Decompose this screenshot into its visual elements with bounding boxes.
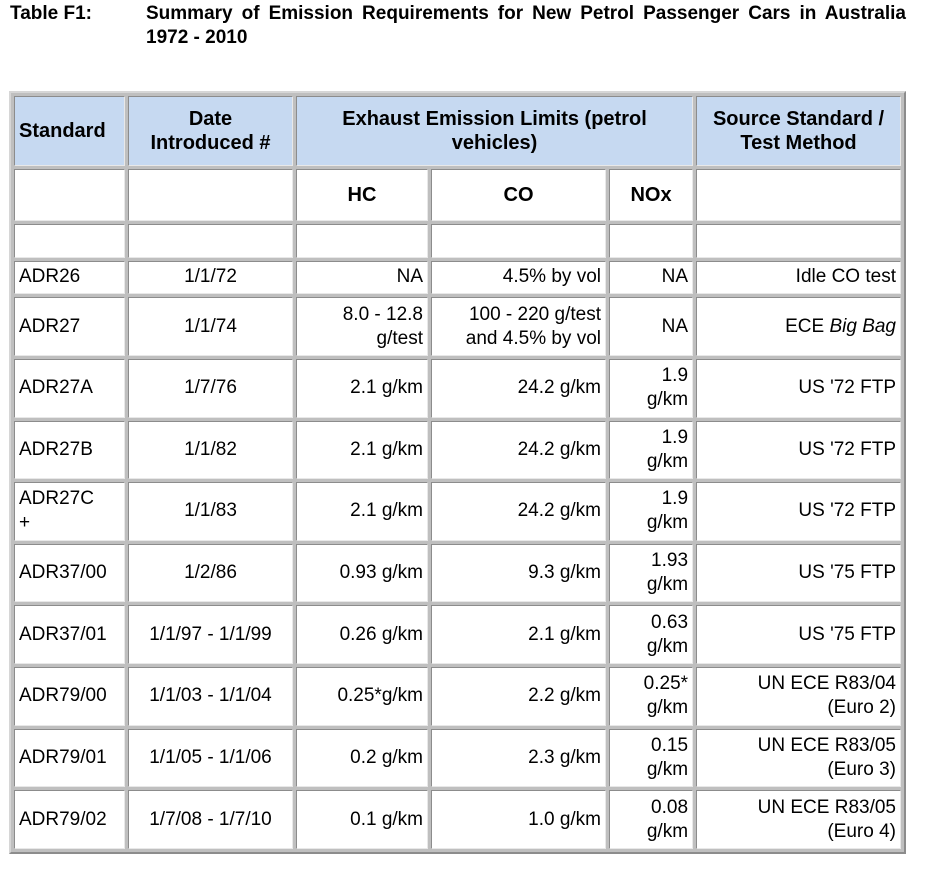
cell-date-introduced: 1/1/05 - 1/1/06 — [128, 729, 293, 788]
source-line: US '75 FTP — [798, 562, 896, 584]
nox-line: 0.25* — [643, 673, 689, 695]
subheader-empty-date — [128, 169, 293, 221]
cell-hc — [296, 482, 428, 541]
nox-line: 0.15 — [651, 734, 689, 756]
table-row — [14, 359, 901, 418]
cell-source-standard — [696, 482, 901, 541]
standard-line: ADR79/02 — [19, 808, 107, 830]
header-date-line2: Introduced # — [150, 131, 271, 154]
co-line: and 4.5% by vol — [465, 327, 601, 349]
cell-hc — [296, 261, 428, 295]
cell-co — [431, 421, 606, 480]
header-date-line1: Date — [188, 107, 233, 130]
cell-standard — [14, 421, 125, 480]
table-row — [14, 790, 901, 849]
table-row — [14, 421, 901, 480]
cell-source-standard — [696, 544, 901, 603]
cell-nox — [609, 297, 693, 356]
cell-nox — [609, 482, 693, 541]
standard-line: ADR79/01 — [19, 746, 107, 768]
header-standard-label: Standard — [19, 119, 106, 142]
emission-requirements-table — [11, 93, 904, 852]
header-standard — [14, 96, 125, 166]
cell-hc — [296, 297, 428, 356]
cell-hc — [296, 421, 428, 480]
header-row — [14, 96, 901, 166]
cell-nox — [609, 729, 693, 788]
cell-hc — [296, 729, 428, 788]
hc-line: 2.1 g/km — [350, 377, 423, 399]
nox-line: g/km — [646, 512, 689, 534]
cell-co — [431, 359, 606, 418]
cell-source-standard — [696, 667, 901, 726]
cell-date-introduced: 1/2/86 — [128, 544, 293, 603]
co-line: 2.1 g/km — [528, 623, 601, 645]
cell-source-standard — [696, 297, 901, 356]
cell-hc — [296, 667, 428, 726]
hc-line: 0.25*g/km — [337, 685, 423, 707]
nox-line: 0.08 — [651, 796, 689, 818]
cell-nox — [609, 261, 693, 295]
cell-nox — [609, 544, 693, 603]
source-line: Idle CO test — [795, 266, 896, 288]
cell-hc — [296, 605, 428, 664]
cell-nox — [609, 667, 693, 726]
co-line: 2.2 g/km — [528, 685, 601, 707]
table-row — [14, 482, 901, 541]
table-row — [14, 667, 901, 726]
spacer-cell — [696, 224, 901, 258]
standard-line: ADR27A — [19, 377, 93, 399]
cell-date-introduced: 1/1/82 — [128, 421, 293, 480]
cell-standard — [14, 544, 125, 603]
cell-date-introduced: 1/7/08 - 1/7/10 — [128, 790, 293, 849]
source-line: US '72 FTP — [798, 438, 896, 460]
co-line: 100 - 220 g/test — [468, 303, 601, 325]
nox-line: g/km — [646, 758, 689, 780]
table-row — [14, 544, 901, 603]
nox-line: g/km — [646, 697, 689, 719]
source-line: UN ECE R83/04 — [757, 673, 896, 695]
table-row — [14, 297, 901, 356]
source-line: UN ECE R83/05 — [757, 796, 896, 818]
subheader-co: CO — [431, 169, 606, 221]
nox-line: 1.9 — [661, 365, 689, 387]
spacer-row — [14, 224, 901, 258]
nox-line: NA — [661, 315, 689, 337]
spacer-cell — [128, 224, 293, 258]
cell-co — [431, 729, 606, 788]
co-line: 9.3 g/km — [528, 562, 601, 584]
standard-line: ADR79/00 — [19, 685, 107, 707]
cell-co — [431, 482, 606, 541]
spacer-cell — [431, 224, 606, 258]
source-line: US '72 FTP — [798, 377, 896, 399]
cell-nox — [609, 790, 693, 849]
hc-line: 0.2 g/km — [350, 746, 423, 768]
source-line: (Euro 4) — [827, 820, 896, 842]
nox-line: 1.93 — [651, 550, 689, 572]
cell-co — [431, 544, 606, 603]
nox-line: g/km — [646, 635, 689, 657]
cell-standard — [14, 482, 125, 541]
cell-standard — [14, 729, 125, 788]
cell-co — [431, 297, 606, 356]
hc-line: 0.26 g/km — [339, 623, 423, 645]
co-line: 24.2 g/km — [517, 500, 601, 522]
hc-line: 2.1 g/km — [350, 500, 423, 522]
table-row — [14, 261, 901, 295]
cell-standard — [14, 297, 125, 356]
standard-line: ADR37/00 — [19, 562, 107, 584]
table-row — [14, 729, 901, 788]
cell-standard — [14, 359, 125, 418]
hc-line: 0.93 g/km — [339, 562, 423, 584]
cell-date-introduced: 1/1/97 - 1/1/99 — [128, 605, 293, 664]
nox-line: g/km — [646, 820, 689, 842]
source-line: UN ECE R83/05 — [757, 734, 896, 756]
cell-co — [431, 667, 606, 726]
co-line: 24.2 g/km — [517, 438, 601, 460]
cell-co — [431, 261, 606, 295]
cell-date-introduced: 1/7/76 — [128, 359, 293, 418]
header-date-introduced — [128, 96, 293, 166]
co-line: 1.0 g/km — [528, 808, 601, 830]
cell-date-introduced: 1/1/74 — [128, 297, 293, 356]
nox-line: g/km — [646, 450, 689, 472]
cell-co — [431, 605, 606, 664]
header-source-standard — [696, 96, 901, 166]
table-number: Table F1: — [10, 3, 92, 24]
emission-table-frame — [9, 91, 906, 854]
standard-line: ADR26 — [19, 266, 81, 288]
table-title: Summary of Emission Requirements for New Petrol Passenger Cars in Australia 1972 - 2010 — [146, 3, 906, 48]
cell-standard — [14, 261, 125, 295]
cell-source-standard — [696, 421, 901, 480]
nox-line: 1.9 — [661, 426, 689, 448]
hc-line: NA — [396, 266, 423, 288]
hc-line: 8.0 - 12.8 — [342, 303, 423, 325]
header-limits-line1: Exhaust Emission Limits (petrol — [342, 107, 647, 130]
nox-line: 1.9 — [661, 488, 689, 510]
nox-line: NA — [661, 266, 689, 288]
standard-line: ADR37/01 — [19, 623, 107, 645]
spacer-cell — [14, 224, 125, 258]
source-line: US '75 FTP — [798, 623, 896, 645]
hc-line: g/test — [376, 327, 423, 349]
cell-standard — [14, 667, 125, 726]
standard-line: + — [19, 512, 31, 534]
header-source-line1: Source Standard / — [712, 107, 885, 130]
cell-date-introduced: 1/1/03 - 1/1/04 — [128, 667, 293, 726]
source-italic: Big Bag — [829, 315, 896, 337]
standard-line: ADR27 — [19, 315, 81, 337]
standard-line: ADR27B — [19, 438, 93, 460]
subheader-empty-standard — [14, 169, 125, 221]
cell-standard — [14, 790, 125, 849]
subheader-hc: HC — [296, 169, 428, 221]
source-line: US '72 FTP — [798, 500, 896, 522]
cell-hc — [296, 359, 428, 418]
cell-hc — [296, 790, 428, 849]
co-line: 2.3 g/km — [528, 746, 601, 768]
header-exhaust-limits — [296, 96, 693, 166]
source-line: (Euro 2) — [827, 697, 896, 719]
nox-line: g/km — [646, 574, 689, 596]
hc-line: 0.1 g/km — [350, 808, 423, 830]
subheader-empty-source — [696, 169, 901, 221]
cell-source-standard — [696, 790, 901, 849]
co-line: 4.5% by vol — [502, 266, 601, 288]
cell-source-standard — [696, 261, 901, 295]
spacer-cell — [296, 224, 428, 258]
table-row — [14, 605, 901, 664]
cell-source-standard — [696, 729, 901, 788]
header-limits-line2: vehicles) — [451, 131, 538, 154]
cell-source-standard — [696, 605, 901, 664]
nox-line: 0.63 — [651, 611, 689, 633]
co-line: 24.2 g/km — [517, 377, 601, 399]
source-line: (Euro 3) — [827, 758, 896, 780]
subheader-nox: NOx — [609, 169, 693, 221]
cell-standard — [14, 605, 125, 664]
header-source-line2: Test Method — [740, 131, 857, 154]
cell-nox — [609, 421, 693, 480]
cell-date-introduced: 1/1/72 — [128, 261, 293, 295]
source-prefix: ECE — [785, 315, 830, 337]
cell-source-standard — [696, 359, 901, 418]
nox-line: g/km — [646, 389, 689, 411]
standard-line: ADR27C — [19, 488, 94, 510]
cell-date-introduced: 1/1/83 — [128, 482, 293, 541]
cell-nox — [609, 605, 693, 664]
subheader-row — [14, 169, 901, 221]
hc-line: 2.1 g/km — [350, 438, 423, 460]
cell-nox — [609, 359, 693, 418]
spacer-cell — [609, 224, 693, 258]
cell-co — [431, 790, 606, 849]
cell-hc — [296, 544, 428, 603]
